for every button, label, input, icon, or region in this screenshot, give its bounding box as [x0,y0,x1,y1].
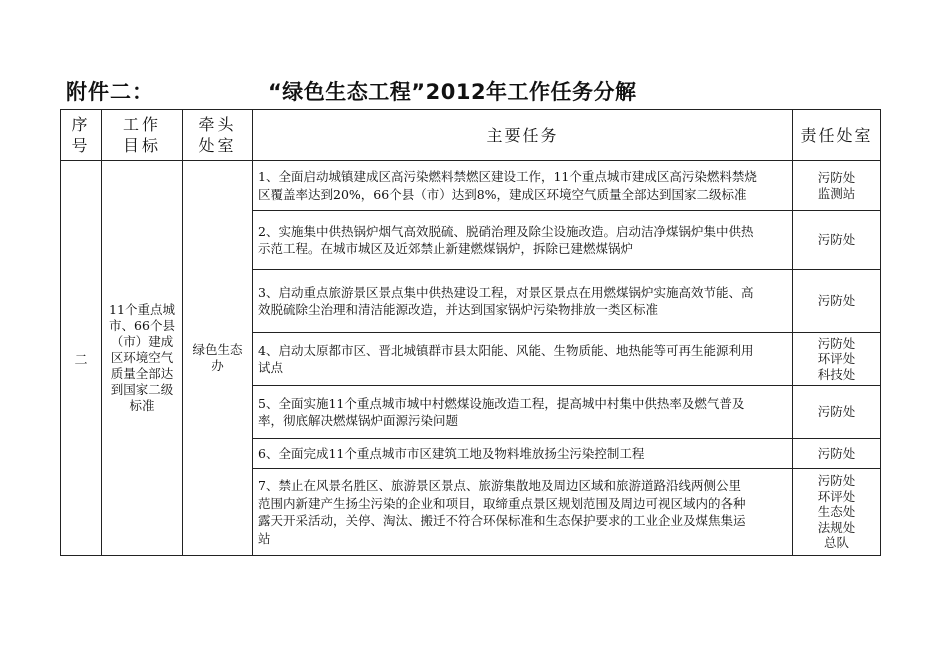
task-cell [253,211,793,270]
responsible-line: 污防处 [817,232,856,248]
header-main-task: 主要任务 [253,110,793,161]
goal-line: 市、66个县 [109,318,175,333]
goal-line: 区环境空气 [110,350,174,365]
responsible-line: 环评处 [817,351,856,367]
task-line: 试点 [258,360,284,375]
task-line: 区覆盖率达到20%，66个县（市）达到8%，建成区环境空气质量全部达到国家二级标准 [258,186,747,202]
header-goal-line: 目标 [122,136,161,155]
task-line: 6、全面完成11个重点城市市区建筑工地及物料堆放扬尘污染控制工程 [258,445,645,461]
task-line: 率，彻底解决燃煤锅炉面源污染问题 [258,413,459,428]
responsible-line: 污防处 [817,445,856,461]
annex-label: 附件二： [66,80,154,104]
header-seq [61,110,102,161]
task-cell [253,270,793,333]
responsible-line: 污防处 [817,404,856,420]
header-goal-line: 工作 [122,115,161,134]
responsible-line: 总队 [823,535,849,551]
responsible-cell [793,161,881,211]
task-line: 4、启动太原都市区、晋北城镇群市县太阳能、风能、生物质能、地热能等可再生能源利用 [258,342,754,358]
responsible-cell [793,211,881,270]
header-seq-line: 序 [71,115,91,134]
responsible-cell [793,270,881,333]
responsible-line: 法规处 [817,519,856,535]
responsible-cell [793,439,881,469]
seq-cell: 二 [61,161,102,556]
table-header-row [61,110,881,161]
task-line: 1、全面启动城镇建成区高污染燃料禁燃区建设工作，11个重点城市建成区高污染燃料禁烧 [258,169,757,184]
header-lead-line: 牵头 [198,115,237,134]
goal-line: 质量全部达 [110,366,174,381]
task-line: 7、禁止在风景名胜区、旅游景区景点、旅游集散地及周边区域和旅游道路沿线两侧公里 [258,478,741,493]
responsible-line: 污防处 [817,170,856,185]
task-line: 示范工程。在城市城区及近郊禁止新建燃煤锅炉，拆除已建燃煤锅炉 [258,241,634,256]
task-line: 范围内新建产生扬尘污染的企业和项目，取缔重点景区规划范围及周边可视区域内的各种 [258,495,746,511]
responsible-line: 污防处 [817,335,856,351]
header-lead-line: 处室 [198,136,237,155]
task-cell [253,469,793,556]
responsible-line: 监测站 [817,185,856,201]
goal-line: 11个重点城 [109,302,175,317]
responsible-cell [793,469,881,556]
responsible-line: 环评处 [817,488,856,504]
responsible-line: 科技处 [817,366,856,382]
task-breakdown-table [60,109,881,556]
lead-dept-cell [183,161,253,556]
task-line: 站 [258,530,271,546]
responsible-line: 污防处 [817,473,856,489]
lead-line: 办 [211,358,224,373]
header-lead [183,110,253,161]
header-seq-line: 号 [71,136,91,155]
task-line: 2、实施集中供热锅炉烟气高效脱硫、脱硝治理及除尘设施改造。启动洁净煤锅炉集中供热 [258,223,754,239]
goal-cell [102,161,183,556]
task-cell [253,439,793,469]
table-row [61,161,881,211]
task-line: 效脱硫除尘治理和清洁能源改造，并达到国家锅炉污染物排放一类区标准 [258,302,659,317]
responsible-cell [793,333,881,386]
header-responsible: 责任处室 [793,110,881,161]
header-goal [102,110,183,161]
responsible-line: 生态处 [817,504,856,520]
document-title: “绿色生态工程”2012年工作任务分解 [268,80,637,104]
goal-line: 到国家二级 [110,382,174,397]
responsible-cell [793,386,881,439]
task-line: 5、全面实施11个重点城市城中村燃煤设施改造工程，提高城中村集中供热率及燃气普及 [258,395,745,411]
task-line: 露天开采活动，关停、淘汰、搬迁不符合环保标准和生态保护要求的工业企业及煤焦集运 [258,513,746,528]
task-line: 3、启动重点旅游景区景点集中供热建设工程，对景区景点在用燃煤锅炉实施高效节能、高 [258,284,754,300]
responsible-line: 污防处 [817,293,856,309]
goal-line: （市）建成 [110,334,174,349]
task-cell [253,161,793,211]
task-cell [253,333,793,386]
task-cell [253,386,793,439]
goal-line: 标准 [129,398,155,413]
lead-line: 绿色生态 [192,342,243,357]
